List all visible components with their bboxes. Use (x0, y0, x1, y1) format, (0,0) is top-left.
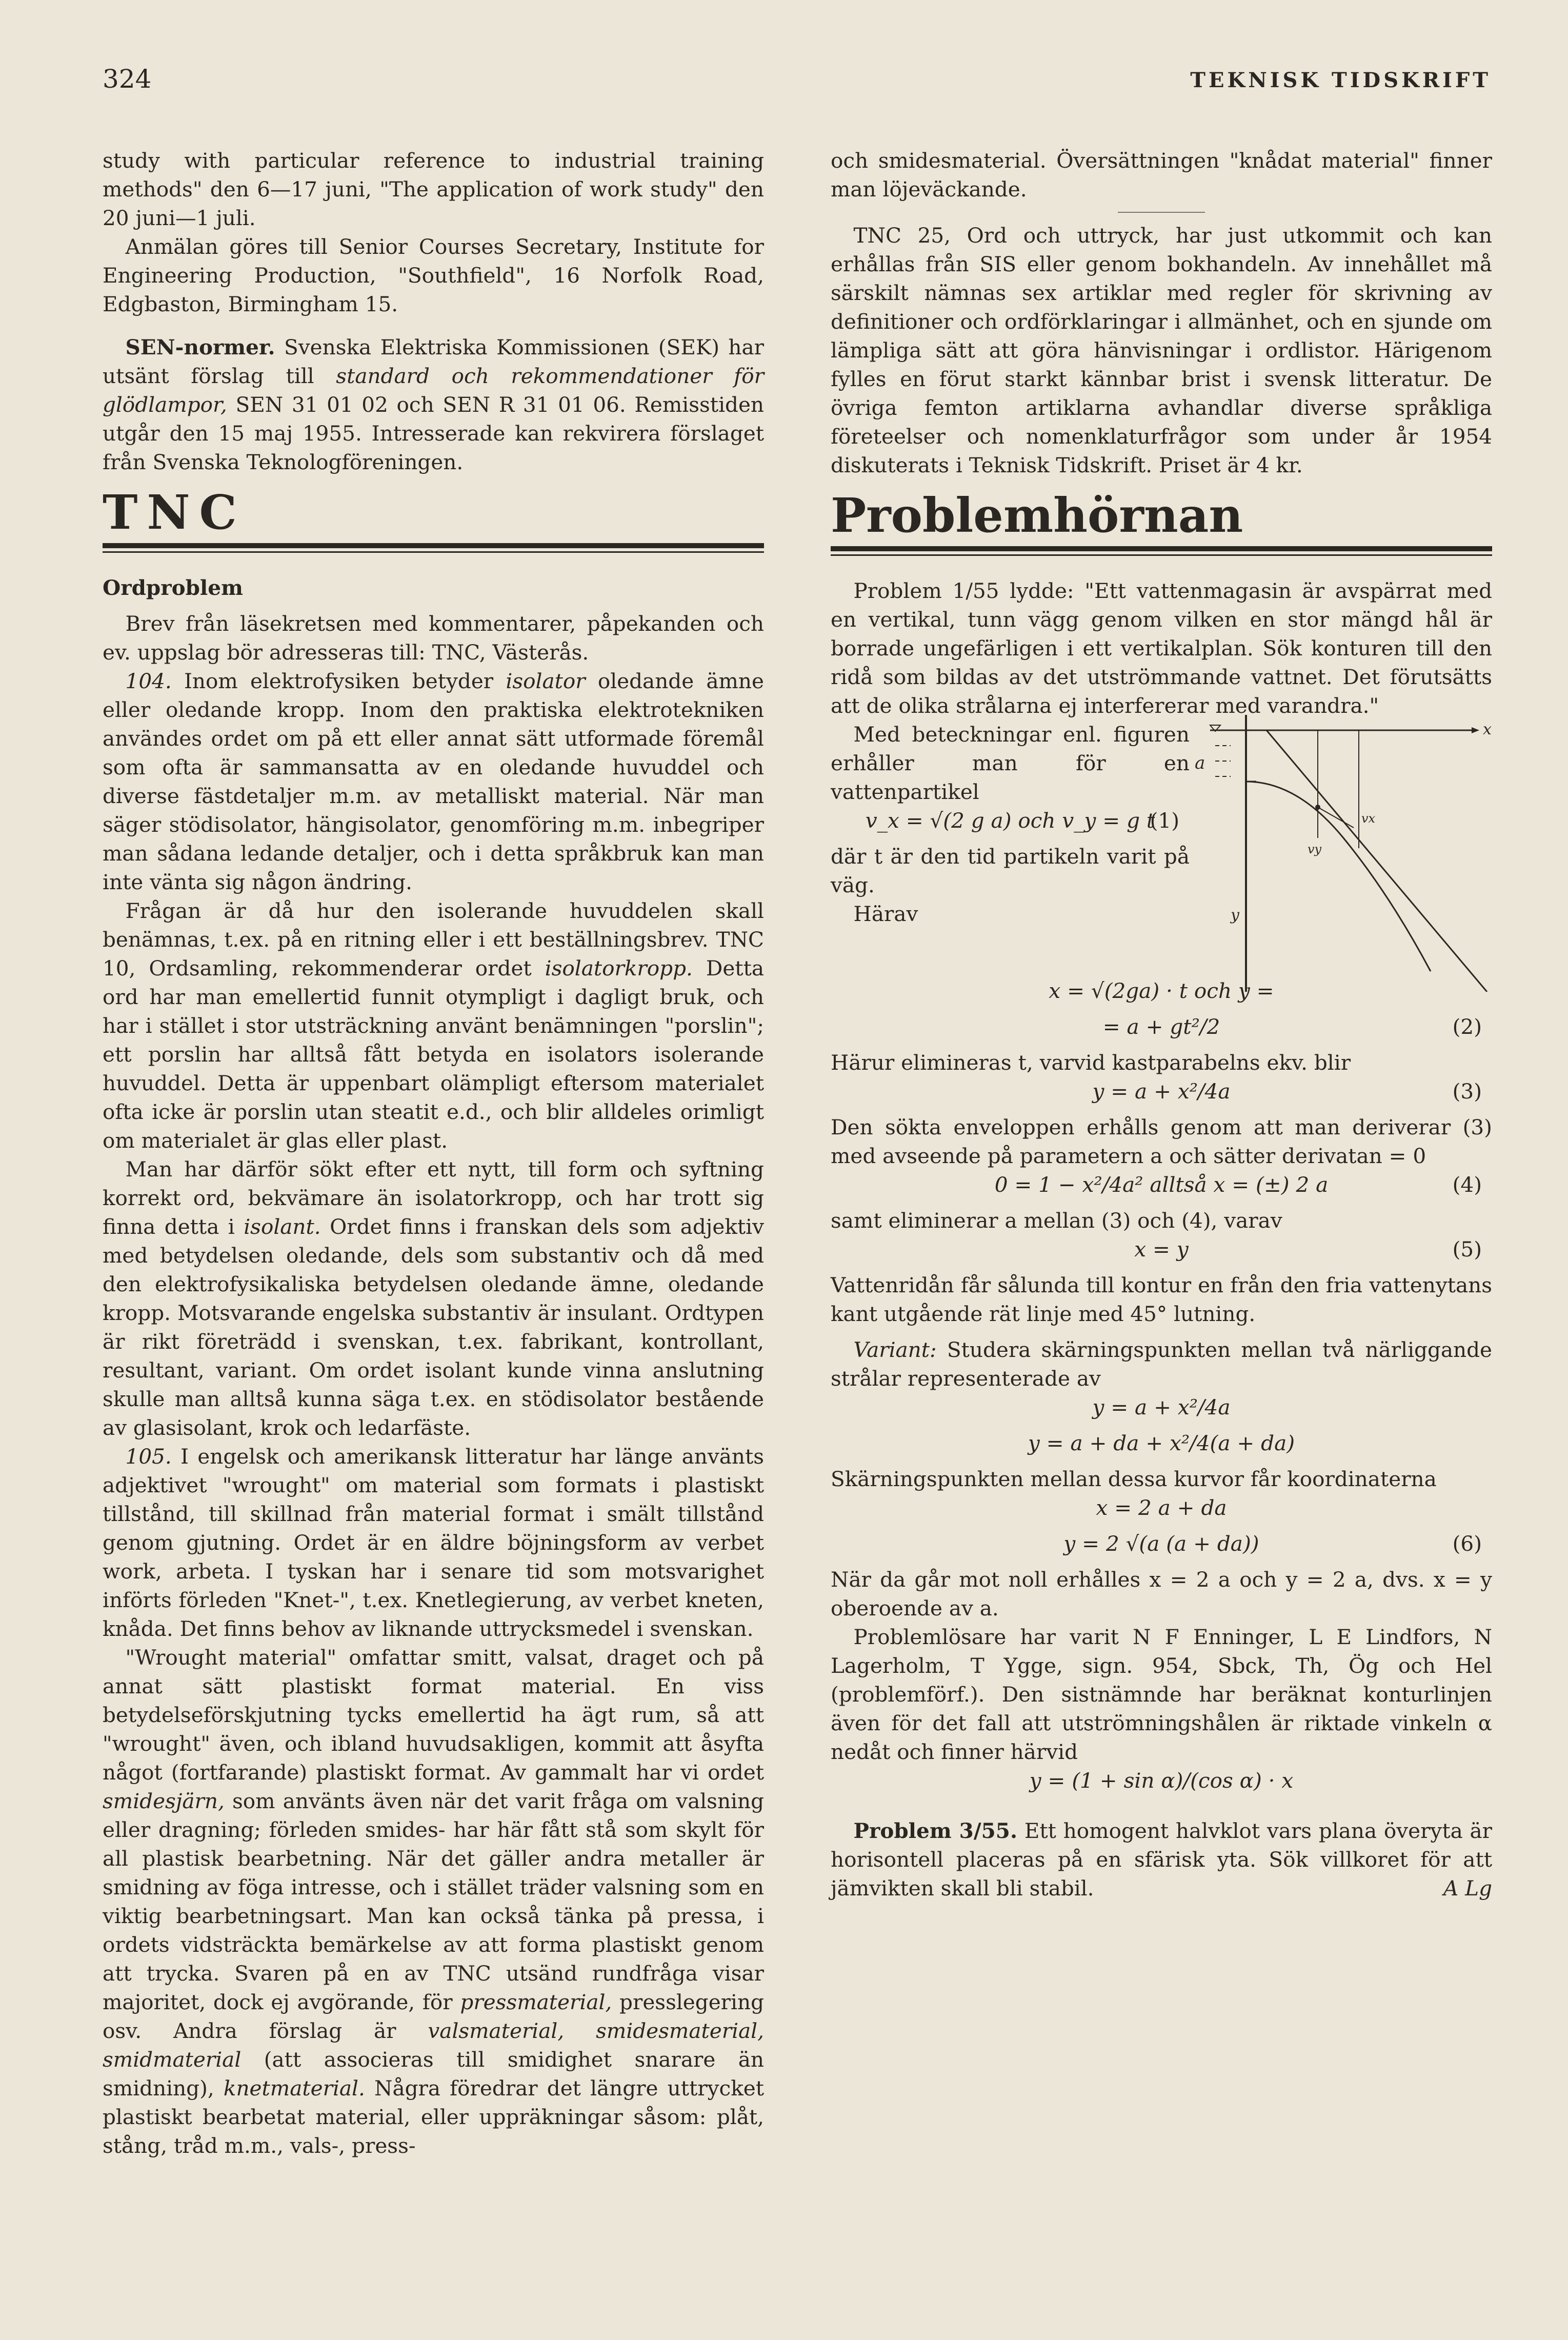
variant-paragraph (831, 1335, 1492, 1393)
sen-text-b: SEN 31 01 02 och SEN R 31 01 06. Remisstiden utgår den 15 maj 1955. Intresserade kan rekvirera förslaget från Svenska Teknologföreningen. (103, 392, 764, 474)
emphasis: smidesjärn, (103, 1789, 225, 1813)
text: som använts även när det varit fråga om valsning eller dragning; förleden smides- har här fått stå som skylt för all plastisk bearbetning. När det gäller andra metaller är smidning av föga intresse, och i stället träder valsning som en viktig bearbetningsart. Man kan också tänka på pressa, i ordets vidsträckta bemärkelse av att forma plastiskt genom att trycka. Svaren på en av TNC utsänd rundfråga visar majoritet, dock ej avgörande, för (103, 1789, 764, 2014)
text: (att associeras till smidighet snarare än smidning), (103, 2047, 764, 2101)
equation-number: (3) (1452, 1079, 1482, 1104)
equation-1 (831, 806, 1190, 842)
emphasis: pressmaterial, (460, 1990, 612, 2014)
tnc25-paragraph: TNC 25, Ord och uttryck, har just utkommit och kan erhållas från SIS eller genom bokhandeln. Av innehållet må särskilt nämnas sex artiklar med regler för skrivning av definitioner och ordförklaringar i allmänhet, och en sjunde om lämpliga sätt att göra hänvisningar i ordlistor. Härigenom fylles en förut starkt kännbar brist i svensk litteratur. De övriga femton artiklarna avhandlar diverse språkliga företeelser och nomenklaturfrågor som under år 1954 diskuterats i Teknisk Tidskrift. Priset är 4 kr. (831, 223, 1492, 477)
equation-2b (831, 1012, 1492, 1048)
figure-side-text (831, 720, 1190, 928)
paragraph: Den sökta enveloppen erhålls genom att man deriverar (3) med avseende på parametern a och sätter derivatan = 0 (831, 1115, 1492, 1168)
left-column (103, 146, 764, 2160)
equation-7 (831, 1766, 1492, 1802)
equation: y = 2 √(a (a + da)) (1063, 1531, 1259, 1556)
intro-paragraph-1: study with particular reference to industrial training methods" den 6—17 juni, "The application of work study" den 20 juni—1 juli. (103, 148, 764, 230)
text: Några föredrar det längre uttrycket plastiskt bearbetat material, eller uppräkningar såsom: plåt, stång, tråd m.m., vals-, press- (103, 2076, 764, 2158)
page-header (103, 64, 1491, 100)
equation-v2 (831, 1429, 1492, 1465)
problem-3-title: Problem 3/55. (853, 1818, 1018, 1843)
equation-number: (1) (1150, 808, 1179, 833)
section-rule (103, 543, 764, 553)
text: Ordet finns i franskan dels som adjektiv med betydelsen oledande, dels som substantiv och då med den elektrofysikaliska betydelsen oledande ämne, oledande kropp. Motsvarande engelska substantiv är insulant. Ordtypen är rikt företrädd i svenskan, t.ex. fabrikant, kontrollant, resultant, variant. Om ordet isolant kunde vinna anslutning skulle man alltså kunna säga t.ex. en stödisolator bestående av glasisolant, krok och ledarfäste. (103, 1214, 764, 1440)
text: Detta ord har man emellertid funnit otympligt i dagligt bruk, och har i stället i stor utsträckning använt benämningen "porslin"; ett porslin har alltså fått betyda en isolators isolerande huvuddel. Detta är uppenbart olämpligt eftersom materialet ofta icke är porslin utan steatit e.d., och blir alldeles orimligt om materialet är glas eller plast. (103, 956, 765, 1153)
paragraph (103, 1155, 764, 1442)
equation-v1 (831, 1393, 1492, 1429)
section-title-tnc: TNC (103, 485, 246, 540)
equation-3 (831, 1077, 1492, 1113)
item-104 (103, 667, 764, 896)
text: presslegering osv. Andra förslag är (103, 1990, 764, 2043)
emphasis: valsmaterial, smidesmaterial, smidmaterial (103, 2018, 764, 2072)
equation-number: (6) (1452, 1531, 1482, 1556)
equation: y = a + da + x²/4(a + da) (1028, 1431, 1295, 1455)
ord-intro: Brev från läsekretsen med kommentarer, påpekanden och ev. uppslag bör adresseras till: TNC, Västerås. (103, 611, 764, 665)
equation-number: (5) (1452, 1237, 1482, 1262)
equation-6b (831, 1529, 1492, 1565)
page-number: 324 (103, 64, 152, 94)
label-x: x (1483, 721, 1492, 738)
paragraph: Härur elimineras t, varvid kastparabelns ekv. blir (831, 1050, 1351, 1075)
section-rule (831, 546, 1492, 556)
equation-4 (831, 1170, 1492, 1206)
problem-intro: Problem 1/55 lydde: "Ett vattenmagasin är avspärrat med en vertikal, tunn vägg genom vilken en stor mängd hål är borrade ungefärligen i ett vertikalplan. Sök konturen till den ridå som bildas av det utströmmande vattnet. Det förutsätts att de olika strålarna ej interfererar med varandra." (831, 578, 1492, 718)
problem-3-paragraph (831, 1816, 1492, 1903)
text: I engelsk och amerikansk litteratur har länge använts adjektivet "wrought" om material som formats i plastiskt tillstånd, till skillnad från material format i smält tillstånd genom gjutning. Ordet är en äldre böjningsform av verbet work, arbeta. I tyskan har i senare tid som motsvarighet införts förleden "Knet-", t.ex. Knetlegierung, av verbet kneten, knåda. Det finns behov av liknande uttrycksmedel i svenskan. (103, 1444, 764, 1641)
emphasis: knetmaterial. (223, 2076, 365, 2101)
paragraph: Skärningspunkten mellan dessa kurvor får koordinaterna (831, 1467, 1437, 1491)
label-y: y (1231, 906, 1239, 924)
text: oledande ämne eller oledande kropp. Inom den praktiska elektrotekniken användes ordet om på ett eller annat sätt utformade föremål som ofta är sammansatta av en oledande huvuddel och diverse fästdetaljer m.m. av metalliskt material. När man säger stödisolator, hängisolator, genomföring m.m. inbegriper man sådana ledande detaljer, och i detta språkbruk kan man inte vänta sig någon ändring. (103, 669, 764, 894)
text: Med beteckningar enl. figuren erhåller man för en vattenpartikel (831, 722, 1190, 804)
vx-vector (1318, 807, 1354, 828)
signature: A Lg (1443, 1876, 1492, 1901)
equation: x = √(2ga) · t och y = (1049, 978, 1274, 1003)
solvers-paragraph: Problemlösare har varit N F Enninger, L E Lindfors, N Lagerholm, T Ygge, sign. 954, Sbck, Th, Ög och Hel (problemförf.). Den sistnämnde har beräknat konturlinjen även för det fall att utströmningshålen är riktade vinkeln α nedåt och finner härvid (831, 1625, 1492, 1764)
text: Frågan är då hur den isolerande huvuddelen skall benämnas, t.ex. på en ritning eller i ett beställningsbrev. TNC 10, Ordsamling, rekommenderar ordet (103, 898, 764, 981)
variant-label: Variant: (853, 1337, 937, 1362)
right-column (831, 146, 1492, 1903)
equation: x = y (1134, 1237, 1189, 1262)
equation-2a (831, 976, 1492, 1012)
ord-title: Ordproblem (103, 575, 243, 600)
text: "Wrought material" omfattar smitt, valsat, draget och på annat sätt plastiskt format material. En viss betydelseförskjutning tycks emellertid ha ägt rum, så att "wrought" även, och ibland huvudsakligen, kommit att åsyfta något (fortfarande) plastiskt format. Av gammalt har vi ordet (103, 1645, 764, 1785)
section-title-problemhornan: Problemhörnan (831, 488, 1243, 543)
text: Härav (853, 902, 918, 926)
equation-number: (4) (1452, 1172, 1482, 1197)
label-vx: vx (1361, 811, 1376, 826)
text: Studera skärningspunkten mellan två närliggande strålar representerade av (831, 1337, 1492, 1391)
trajectory-figure (1190, 705, 1492, 992)
sen-title: SEN-normer. (125, 335, 275, 359)
continued-paragraph: och smidesmaterial. Översättningen "knådat material" finner man löjeväckande. (831, 148, 1492, 202)
label-vy: vy (1308, 842, 1322, 856)
paragraph: När da går mot noll erhålles x = 2 a och y = 2 a, dvs. x = y oberoende av a. (831, 1567, 1492, 1621)
emphasis: isolant. (244, 1214, 321, 1239)
equation: v_x = √(2 g a) och v_y = g t (865, 808, 1155, 833)
text: Ett homogent halvklot vars plana överyta är horisontell placeras på en sfärisk yta. Sök villkoret för att jämvikten skall bli stabil. (831, 1818, 1492, 1901)
journal-title: TEKNISK TIDSKRIFT (1190, 68, 1491, 92)
paragraph (103, 896, 764, 1155)
equation: = a + gt²/2 (1102, 1014, 1220, 1039)
text: där t är den tid partikeln varit på väg. (831, 844, 1190, 897)
paragraph: samt eliminerar a mellan (3) och (4), varav (831, 1208, 1282, 1233)
paragraph: Vattenridån får sålunda till kontur en från den fria vattenytans kant utgående rät linje med 45° lutning. (831, 1273, 1492, 1326)
emphasis: isolator (506, 669, 586, 693)
intro-paragraph-2: Anmälan göres till Senior Courses Secretary, Institute for Engineering Production, "Southfield", 16 Norfolk Road, Edgbaston, Birmingham 15. (103, 234, 764, 316)
item-105 (103, 1442, 764, 1643)
particle-point (1315, 805, 1320, 810)
sen-text-a: Svenska Elektriska Kommissionen (SEK) har utsänt förslag till (103, 335, 764, 388)
text: Man har därför sökt efter ett nytt, till form och syftning korrekt ord, bekvämare än isolatorkropp, och har trott sig finna detta i (103, 1157, 764, 1239)
envelope-line (1267, 730, 1487, 992)
divider (1118, 212, 1205, 213)
item-number-104: 104. (125, 669, 172, 693)
equation-number: (2) (1452, 1014, 1482, 1039)
equation-5 (831, 1235, 1492, 1271)
sen-paragraph (103, 333, 764, 476)
equation: y = a + x²/4a (1092, 1079, 1231, 1104)
equation: x = 2 a + da (1096, 1495, 1227, 1520)
sen-emphasis: standard och rekommendationer för glödlampor, (103, 364, 764, 417)
figure-block (831, 720, 1492, 976)
trajectory-curve (1246, 782, 1431, 971)
equation: y = a + x²/4a (1092, 1395, 1231, 1419)
item-number-105: 105. (125, 1444, 172, 1469)
text: Inom elektrofysiken betyder (171, 669, 506, 693)
label-a: a (1195, 753, 1205, 773)
equation-6a (831, 1493, 1492, 1529)
equation: 0 = 1 − x²/4a² alltså x = (±) 2 a (994, 1172, 1329, 1197)
emphasis: isolatorkropp. (545, 956, 693, 981)
paragraph (103, 1643, 764, 2160)
equation: y = (1 + sin α)/(cos α) · x (1029, 1768, 1294, 1793)
x-arrow-icon (1472, 727, 1479, 733)
